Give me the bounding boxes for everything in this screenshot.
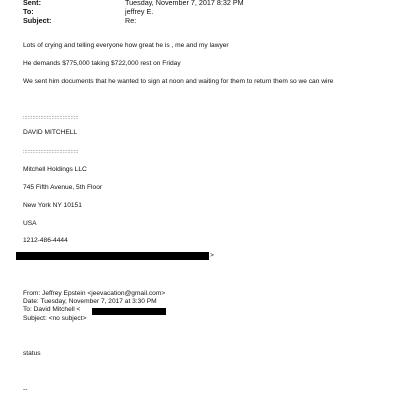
sent-value: Tuesday, November 7, 2017 8:32 PM xyxy=(125,0,244,7)
body-paragraph-3: We sent him documents that he wanted to sign at noon and waiting for them to return them so we can wire xyxy=(23,78,334,85)
subject-label: Subject: xyxy=(23,16,52,25)
header-subject-row xyxy=(23,16,136,25)
header-to-row xyxy=(23,7,153,16)
quoted-subject: Subject: <no subject> xyxy=(23,315,87,322)
quoted-from: From: Jeffrey Epstein <jeevacation@gmail.com> xyxy=(23,290,166,297)
signature-separator-top: ::::::::::::::::::::::::::::::::::: xyxy=(23,115,79,121)
signature-company: Mitchell Holdings LLC xyxy=(23,166,87,173)
redaction-bar-signature-email xyxy=(16,252,209,260)
quoted-body: status xyxy=(23,350,41,357)
signature-address-line-2: New York NY 10151 xyxy=(23,202,82,209)
quoted-trailer: -- xyxy=(23,386,28,393)
subject-value: Re: xyxy=(125,16,137,25)
body-paragraph-1: Lots of crying and telling everyone how great he is , me and my lawyer xyxy=(23,42,229,49)
quoted-to-text: To: David Mitchell < xyxy=(23,306,81,313)
to-value: jeffrey E. xyxy=(125,7,154,16)
signature-address-line-1: 745 Fifth Avenue, 5th Floor xyxy=(23,184,103,191)
header-sent-row xyxy=(23,0,244,7)
sent-label: Sent: xyxy=(23,0,41,7)
signature-name: DAVID MITCHELL xyxy=(23,129,78,136)
body-paragraph-2: He demands $775,000 taking $722,000 rest on Friday xyxy=(23,60,181,67)
redaction-bar-quoted-to xyxy=(92,308,166,315)
quoted-to xyxy=(23,306,80,314)
signature-country: USA xyxy=(23,220,37,227)
quoted-date: Date: Tuesday, November 7, 2017 at 3:30 PM xyxy=(23,298,157,305)
signature-phone: 1212-486-4444 xyxy=(23,237,68,244)
redacted-email-tail: > xyxy=(210,252,214,259)
signature-separator-bottom: ::::::::::::::::::::::::::::::::::: xyxy=(23,149,79,155)
to-label: To: xyxy=(23,7,34,16)
